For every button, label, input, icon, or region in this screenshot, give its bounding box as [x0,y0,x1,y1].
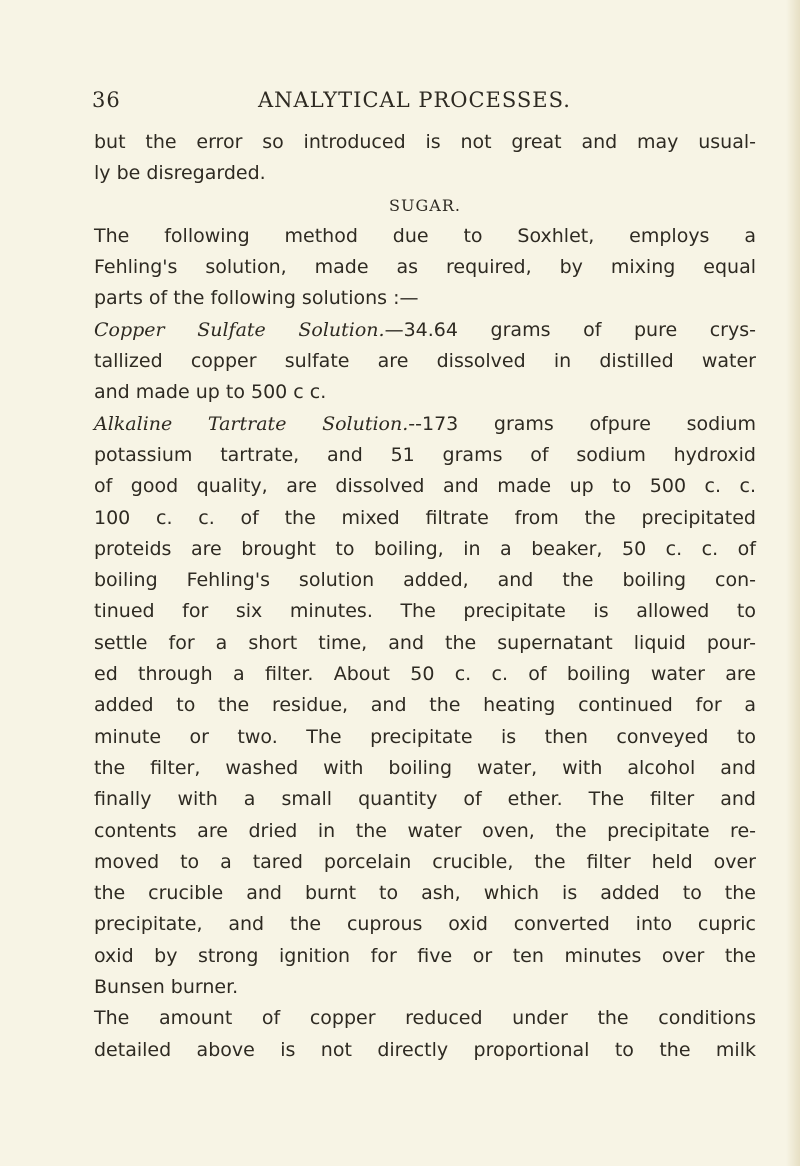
text-line: boiling Fehling's solution added, and the boiling con- [94,569,756,592]
text-line: parts of the following solutions :— [94,287,419,310]
text-line: tallized copper sulfate are dissolved in distilled water [94,350,756,373]
section-heading: SUGAR. [389,195,461,215]
text-line: of good quality, are dissolved and made up to 500 c. c. [94,475,756,498]
text-line: Fehling's solution, made as required, by mixing equal [94,256,756,279]
text-line: settle for a short time, and the supernatant liquid pour- [94,631,756,654]
text-line: the crucible and burnt to ash, which is added to the [94,882,756,905]
text-line: proteids are brought to boiling, in a beaker, 50 c. c. of [94,537,756,560]
text-line: minute or two. The precipitate is then conveyed to [94,725,756,748]
alkaline-tartrate-label: Alkaline Tartrate Solution. [94,412,409,435]
body-text [94,127,756,1066]
text-line: oxid by strong ignition for five or ten minutes over the [94,944,756,967]
text-line [94,315,756,346]
text-line: but the error so introduced is not great and may usual- [94,131,756,153]
text-fragment: —34.64 grams of pure crys- [384,318,756,341]
text-line: added to the residue, and the heating continued for a [94,694,756,717]
text-line: Bunsen burner. [94,976,239,999]
text-line: The following method due to Soxhlet, employs a [94,224,756,247]
text-line: the filter, washed with boiling water, with alcohol and [94,756,756,779]
text-line: tinued for six minutes. The precipitate is allowed to [94,600,756,623]
text-line: moved to a tared porcelain crucible, the filter held over [94,850,756,873]
page-header [92,88,722,118]
text-line [94,409,756,440]
text-line: detailed above is not directly proportional to the milk [94,1038,756,1061]
text-line: and made up to 500 c c. [94,381,327,404]
text-line: finally with a small quantity of ether. The filter and [94,788,756,811]
text-line: contents are dried in the water oven, the precipitate re- [94,819,756,842]
running-head: ANALYTICAL PROCESSES. [258,88,571,112]
copper-sulfate-label: Copper Sulfate Solution. [94,318,385,341]
text-line: ly be disregarded. [94,162,266,185]
text-line: The amount of copper reduced under the conditions [94,1007,756,1030]
page-edge-shadow [786,0,800,1166]
text-line: 100 c. c. of the mixed filtrate from the precipitated [94,506,756,529]
page-number: 36 [92,88,121,112]
text-line: precipitate, and the cuprous oxid converted into cupric [94,913,756,936]
text-line: potassium tartrate, and 51 grams of sodium hydroxid [94,443,756,466]
text-line: ed through a filter. About 50 c. c. of boiling water are [94,663,756,686]
text-fragment: --173 grams ofpure sodium [408,412,756,435]
